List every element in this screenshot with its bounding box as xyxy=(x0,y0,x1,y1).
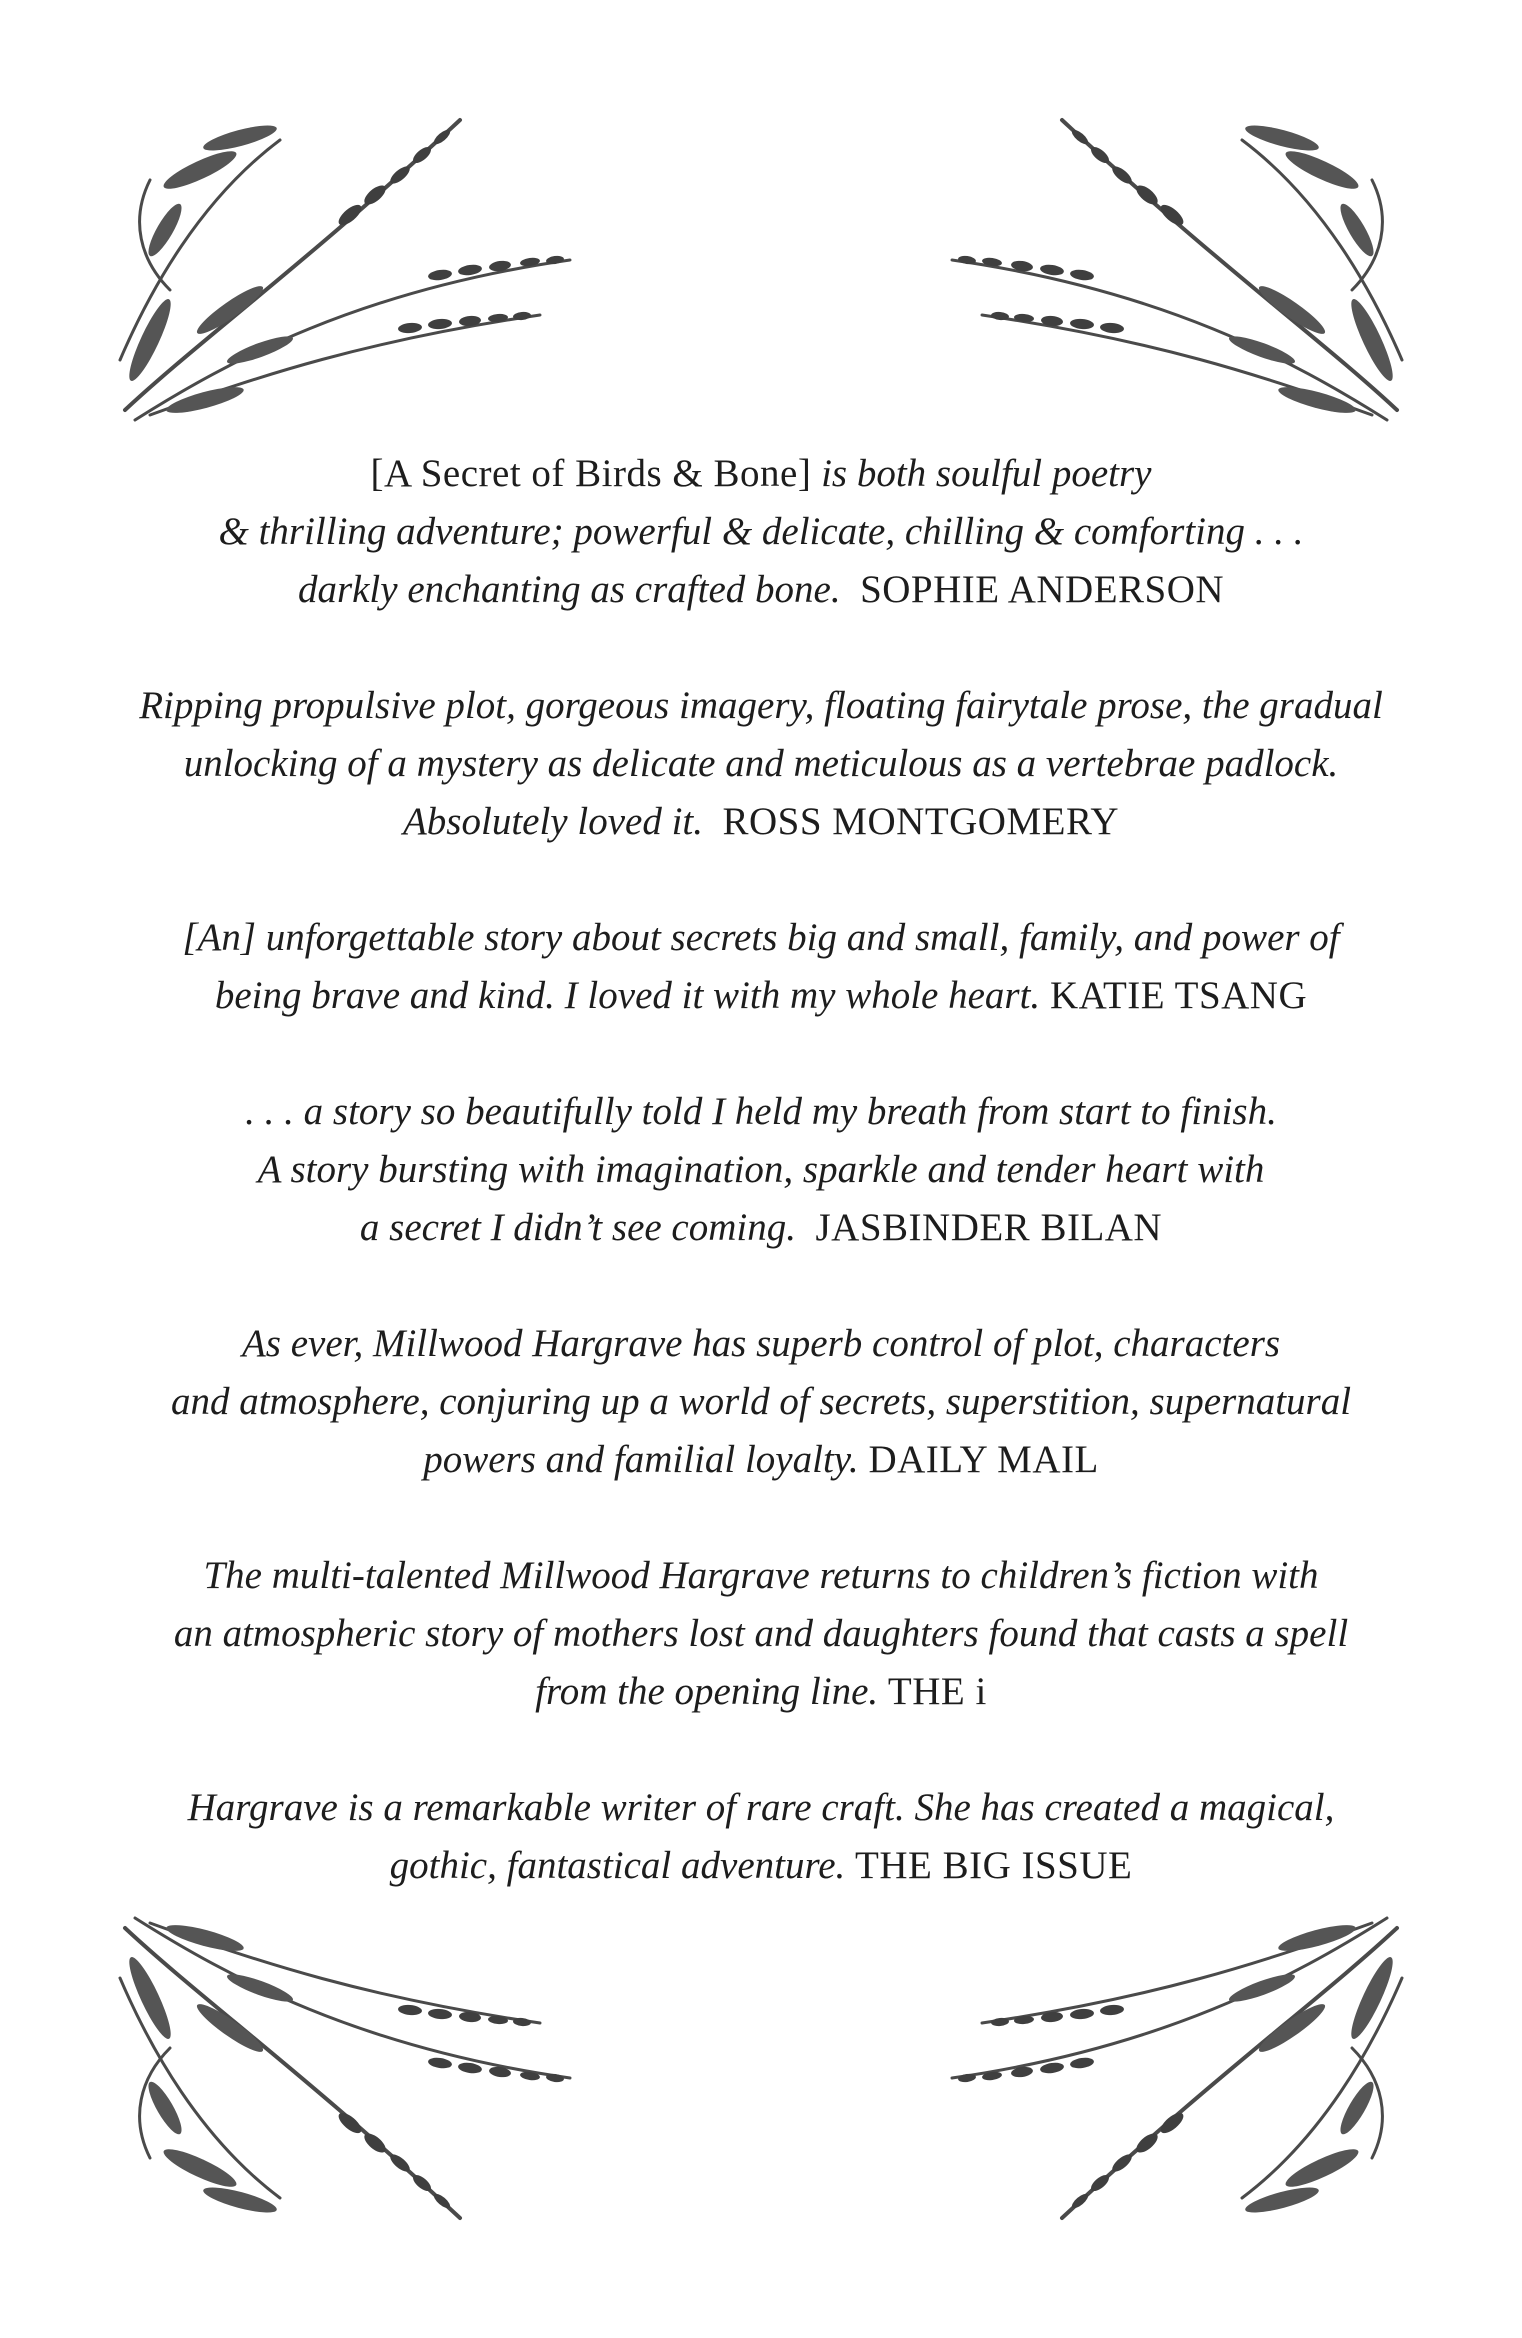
quote-line xyxy=(120,1779,1402,1837)
quote-line xyxy=(120,1547,1402,1605)
quote-block xyxy=(120,909,1402,1025)
praise-quotes xyxy=(120,445,1402,1953)
quote-text: and atmosphere, conjuring up a world of secrets, superstition, supernatural xyxy=(170,1380,1352,1423)
quote-line xyxy=(120,1083,1402,1141)
quote-text: from the opening line. xyxy=(535,1670,879,1713)
quote-text-roman: [A Secret of Birds & Bone] xyxy=(370,452,812,495)
quote-text: & thrilling adventure; powerful & delicate, chilling & comforting . . . xyxy=(218,510,1304,553)
quote-author: THE BIG ISSUE xyxy=(855,1844,1133,1887)
lavender-sprig-icon-art xyxy=(110,1908,610,2228)
quote-text: . . . a story so beautifully told I held my breath from start to finish. xyxy=(245,1090,1277,1133)
lavender-sprig-icon xyxy=(912,1908,1412,2228)
quote-author: JASBINDER BILAN xyxy=(815,1206,1163,1249)
quote-block xyxy=(120,1779,1402,1895)
quote-text: As ever, Millwood Hargrave has superb control of plot, characters xyxy=(241,1322,1281,1365)
quote-text: The multi-talented Millwood Hargrave returns to children’s fiction with xyxy=(203,1554,1319,1597)
lavender-sprig-icon-art xyxy=(110,110,610,430)
quote-text: A story bursting with imagination, sparkle and tender heart with xyxy=(257,1148,1265,1191)
quote-line xyxy=(120,1605,1402,1663)
quote-line xyxy=(120,445,1402,503)
quote-block xyxy=(120,1315,1402,1489)
quote-line xyxy=(120,1431,1402,1489)
quote-text: being brave and kind. I loved it with my whole heart. xyxy=(214,974,1041,1017)
quote-text: gothic, fantastical adventure. xyxy=(389,1844,846,1887)
lavender-sprig-icon xyxy=(110,110,610,430)
quote-line xyxy=(120,677,1402,735)
quote-line xyxy=(120,1663,1402,1721)
quote-author: DAILY MAIL xyxy=(868,1438,1099,1481)
quote-block xyxy=(120,1547,1402,1721)
lavender-sprig-icon-art xyxy=(912,1908,1412,2228)
quote-text: Ripping propulsive plot, gorgeous imagery, floating fairytale prose, the gradual xyxy=(139,684,1383,727)
quote-line xyxy=(120,1837,1402,1895)
quote-author: ROSS MONTGOMERY xyxy=(722,800,1119,843)
quote-line xyxy=(120,1141,1402,1199)
quote-author: THE i xyxy=(887,1670,987,1713)
quote-text: darkly enchanting as crafted bone. xyxy=(297,568,841,611)
quote-line xyxy=(120,1373,1402,1431)
quote-text: Hargrave is a remarkable writer of rare craft. She has created a magical, xyxy=(187,1786,1335,1829)
quote-text: an atmospheric story of mothers lost and daughters found that casts a spell xyxy=(173,1612,1349,1655)
quote-line xyxy=(120,1315,1402,1373)
quote-text: powers and familial loyalty. xyxy=(423,1438,859,1481)
quote-block xyxy=(120,445,1402,619)
lavender-sprig-icon xyxy=(912,110,1412,430)
quote-text: [An] unforgettable story about secrets big and small, family, and power of xyxy=(182,916,1340,959)
quote-text: Absolutely loved it. xyxy=(402,800,703,843)
quote-text: unlocking of a mystery as delicate and meticulous as a vertebrae padlock. xyxy=(183,742,1339,785)
quote-block xyxy=(120,677,1402,851)
lavender-sprig-icon xyxy=(110,1908,610,2228)
quote-block xyxy=(120,1083,1402,1257)
quote-author: SOPHIE ANDERSON xyxy=(860,568,1225,611)
quote-line xyxy=(120,1199,1402,1257)
quote-line xyxy=(120,561,1402,619)
quote-text: is both soulful poetry xyxy=(811,452,1152,495)
quote-author: KATIE TSANG xyxy=(1049,974,1308,1017)
lavender-sprig-icon-art xyxy=(912,110,1412,430)
quote-line xyxy=(120,793,1402,851)
quote-text: a secret I didn’t see coming. xyxy=(359,1206,796,1249)
quote-line xyxy=(120,735,1402,793)
quote-line xyxy=(120,967,1402,1025)
quote-line xyxy=(120,909,1402,967)
quote-line xyxy=(120,503,1402,561)
